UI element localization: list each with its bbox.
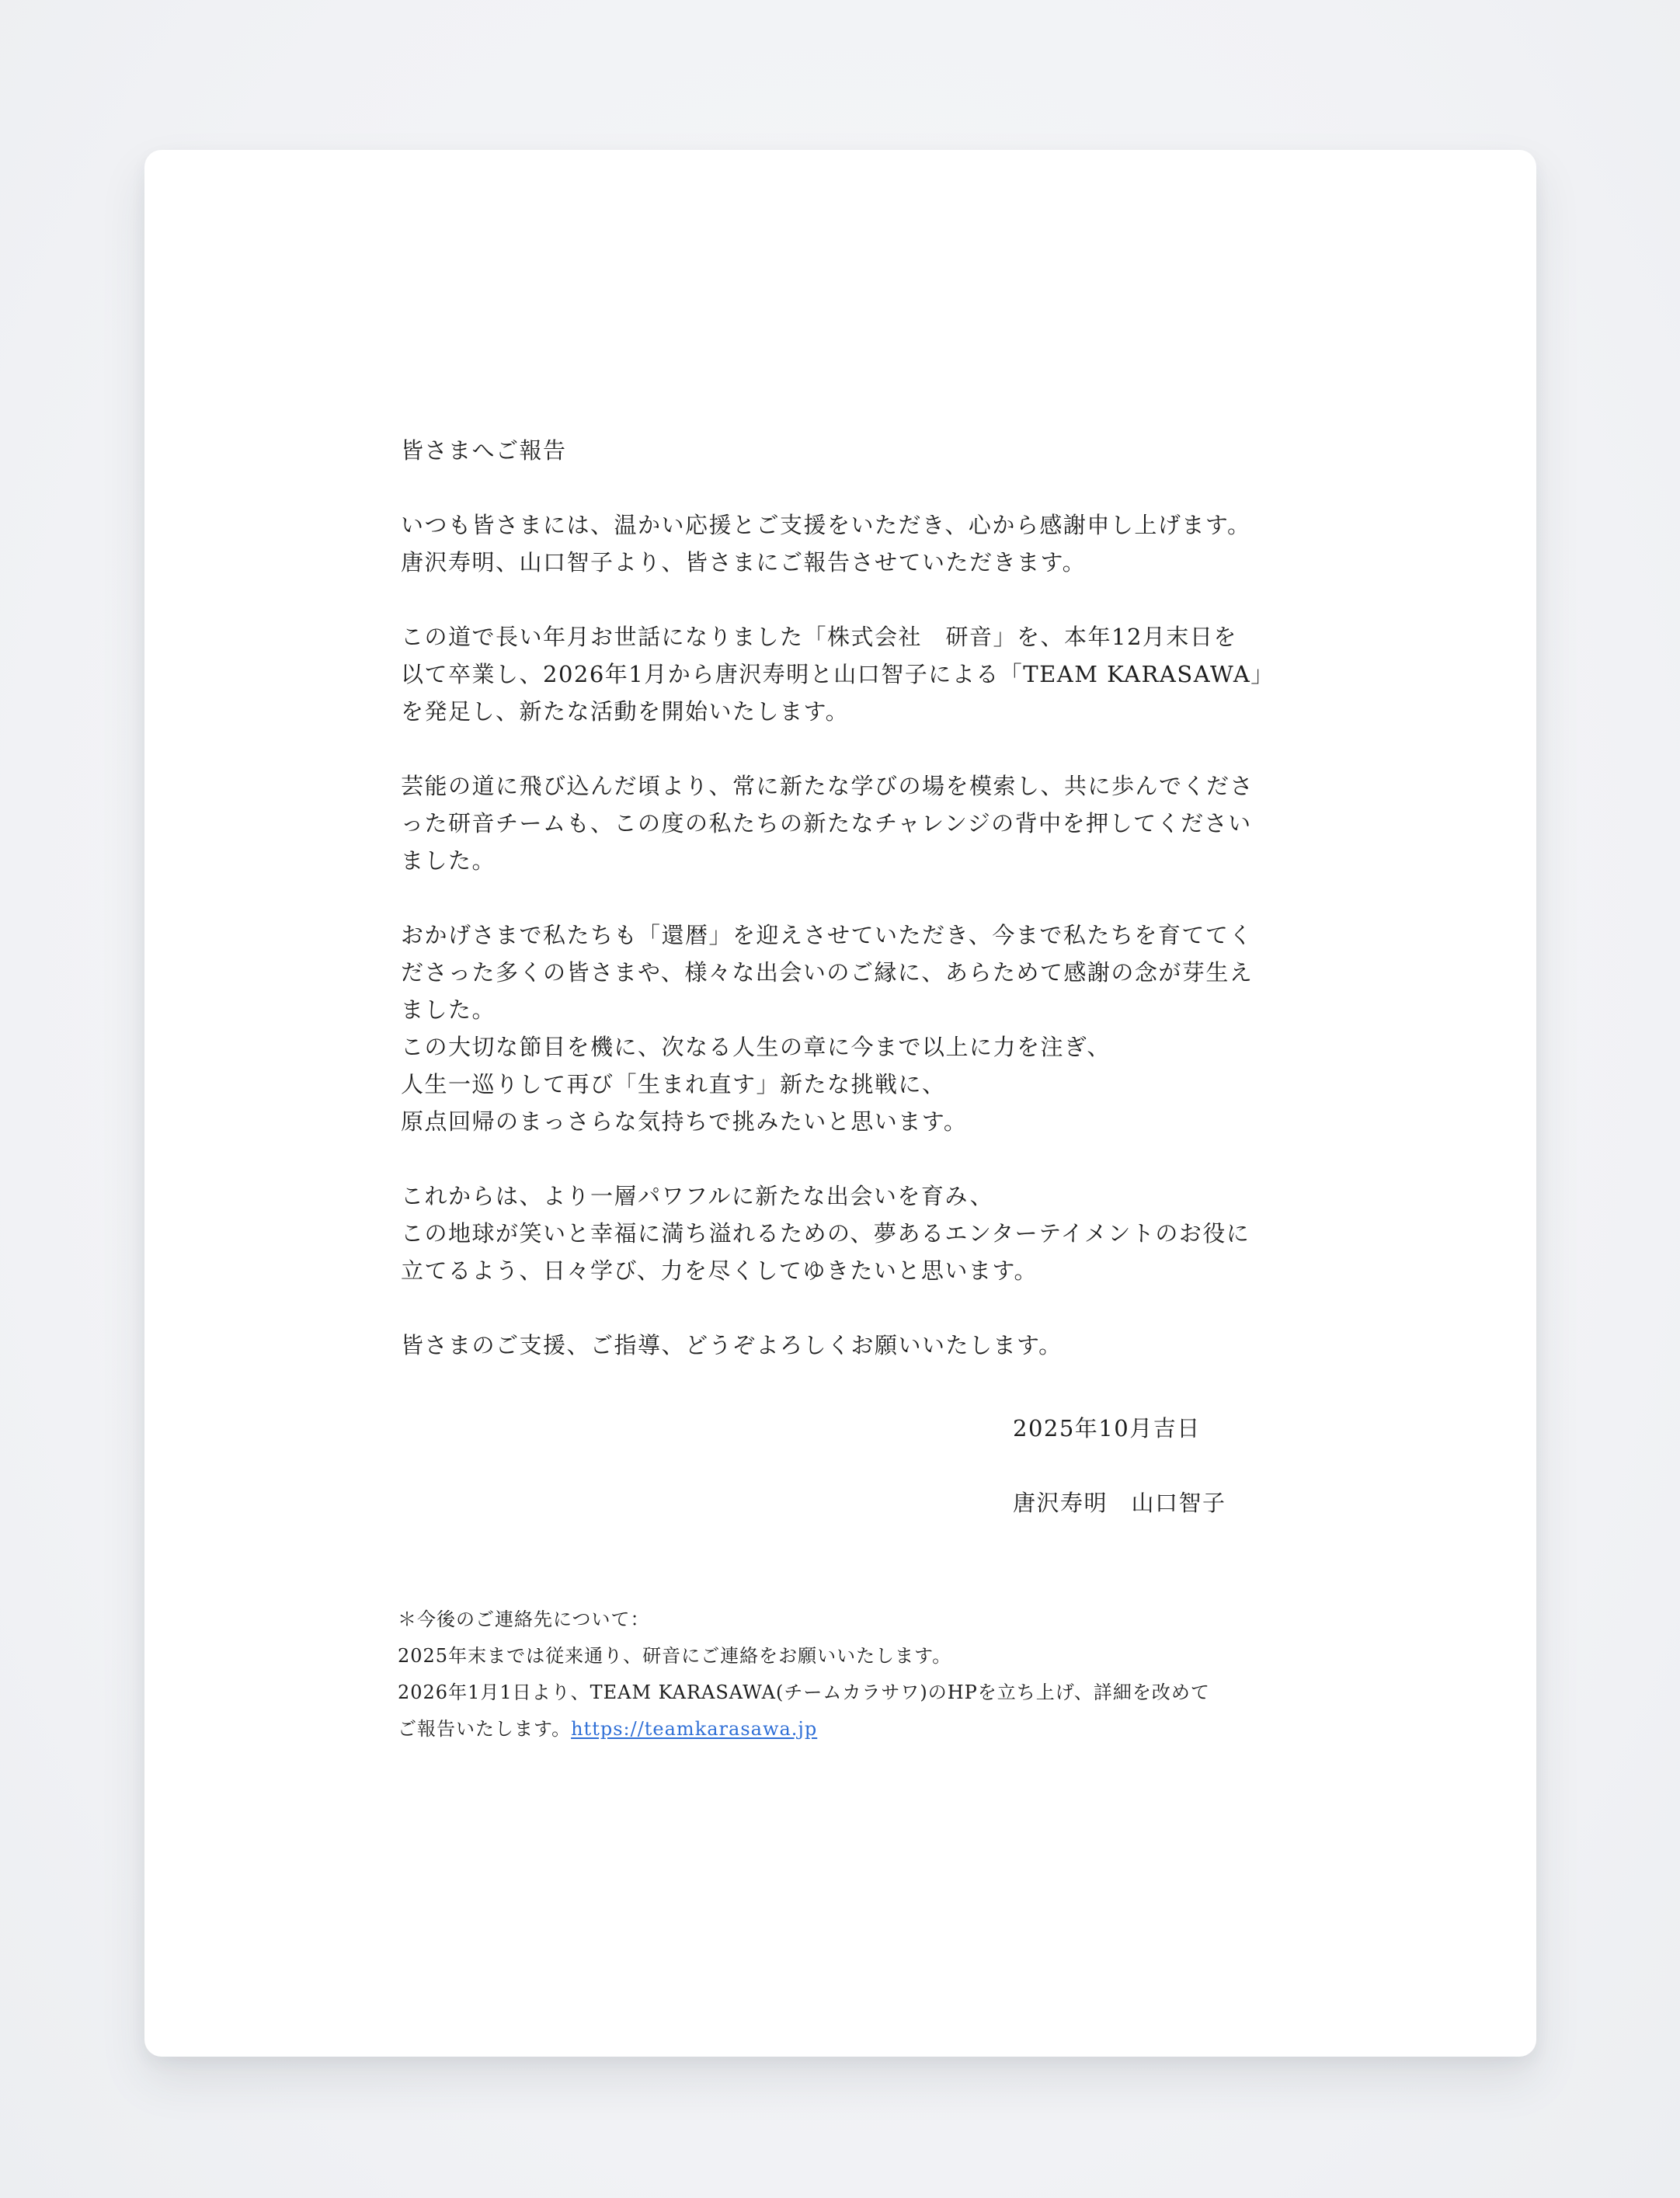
paragraph-4-line-2: ださった多くの皆さまや、様々な出会いのご縁に、あらためて感謝の念が芽生え: [401, 959, 1254, 986]
letter-date: 2025年10月吉日: [1013, 1415, 1201, 1442]
paragraph-4-line-6: 原点回帰のまっさらな気持ちで挑みたいと思います。: [401, 1108, 968, 1135]
paragraph-2-line-1: この道で長い年月お世話になりました「株式会社 研音」を、本年12月末日を: [401, 624, 1237, 650]
paragraph-3-line-3: ました。: [401, 847, 496, 874]
team-karasawa-link[interactable]: https://teamkarasawa.jp: [571, 1718, 818, 1740]
notes-line-3: 2026年1月1日より、TEAM KARASAWA(チームカラサワ)のHPを立ち上げ、詳細を改めて: [398, 1682, 1210, 1703]
paragraph-3-line-2: った研音チームも、この度の私たちの新たなチャレンジの背中を押してください: [401, 810, 1252, 836]
paragraph-4-line-5: 人生一巡りして再び「生まれ直す」新たな挑戦に、: [401, 1071, 946, 1097]
paragraph-6-line-1: 皆さまのご支援、ご指導、どうぞよろしくお願いいたします。: [401, 1332, 1063, 1358]
contact-notes: [398, 1602, 1210, 1748]
paragraph-2-line-3: を発足し、新たな活動を開始いたします。: [401, 698, 850, 725]
paragraph-2-line-2: 以て卒業し、2026年1月から唐沢寿明と山口智子による「TEAM KARASAWA」: [401, 661, 1275, 687]
paragraph-5-line-1: これからは、より一層パワフルに新たな出会いを育み、: [401, 1183, 994, 1209]
letter-signature: 唐沢寿明 山口智子: [1013, 1490, 1226, 1516]
letter-heading: 皆さまへご報告: [401, 437, 567, 464]
notes-line-1: ＊今後のご連絡先について：: [398, 1609, 650, 1630]
paragraph-1-line-1: いつも皆さまには、温かい応援とご支援をいただき、心から感謝申し上げます。: [401, 512, 1251, 538]
notes-line-4-prefix: ご報告いたします。: [398, 1718, 572, 1740]
paragraph-4-line-1: おかげさまで私たちも「還暦」を迎えさせていただき、今まで私たちを育ててく: [401, 922, 1253, 948]
notes-line-4: [398, 1711, 1210, 1748]
paragraph-5-line-2: この地球が笑いと幸福に満ち溢れるための、夢あるエンターテイメントのお役に: [401, 1220, 1250, 1247]
notes-line-2: 2025年末までは従来通り、研音にご連絡をお願いいたします。: [398, 1645, 952, 1667]
paragraph-5-line-3: 立てるよう、日々学び、力を尽くしてゆきたいと思います。: [401, 1257, 1038, 1284]
letter-body: [401, 432, 1333, 1364]
paragraph-4-line-3: ました。: [401, 996, 496, 1023]
paragraph-3-line-1: 芸能の道に飛び込んだ頃より、常に新たな学びの場を模索し、共に歩んでくださ: [401, 773, 1254, 799]
paragraph-4-line-4: この大切な節目を機に、次なる人生の章に今まで以上に力を注ぎ、: [401, 1034, 1111, 1060]
letter-page: [144, 150, 1536, 2057]
paragraph-1-line-2: 唐沢寿明、山口智子より、皆さまにご報告させていただきます。: [401, 549, 1087, 576]
